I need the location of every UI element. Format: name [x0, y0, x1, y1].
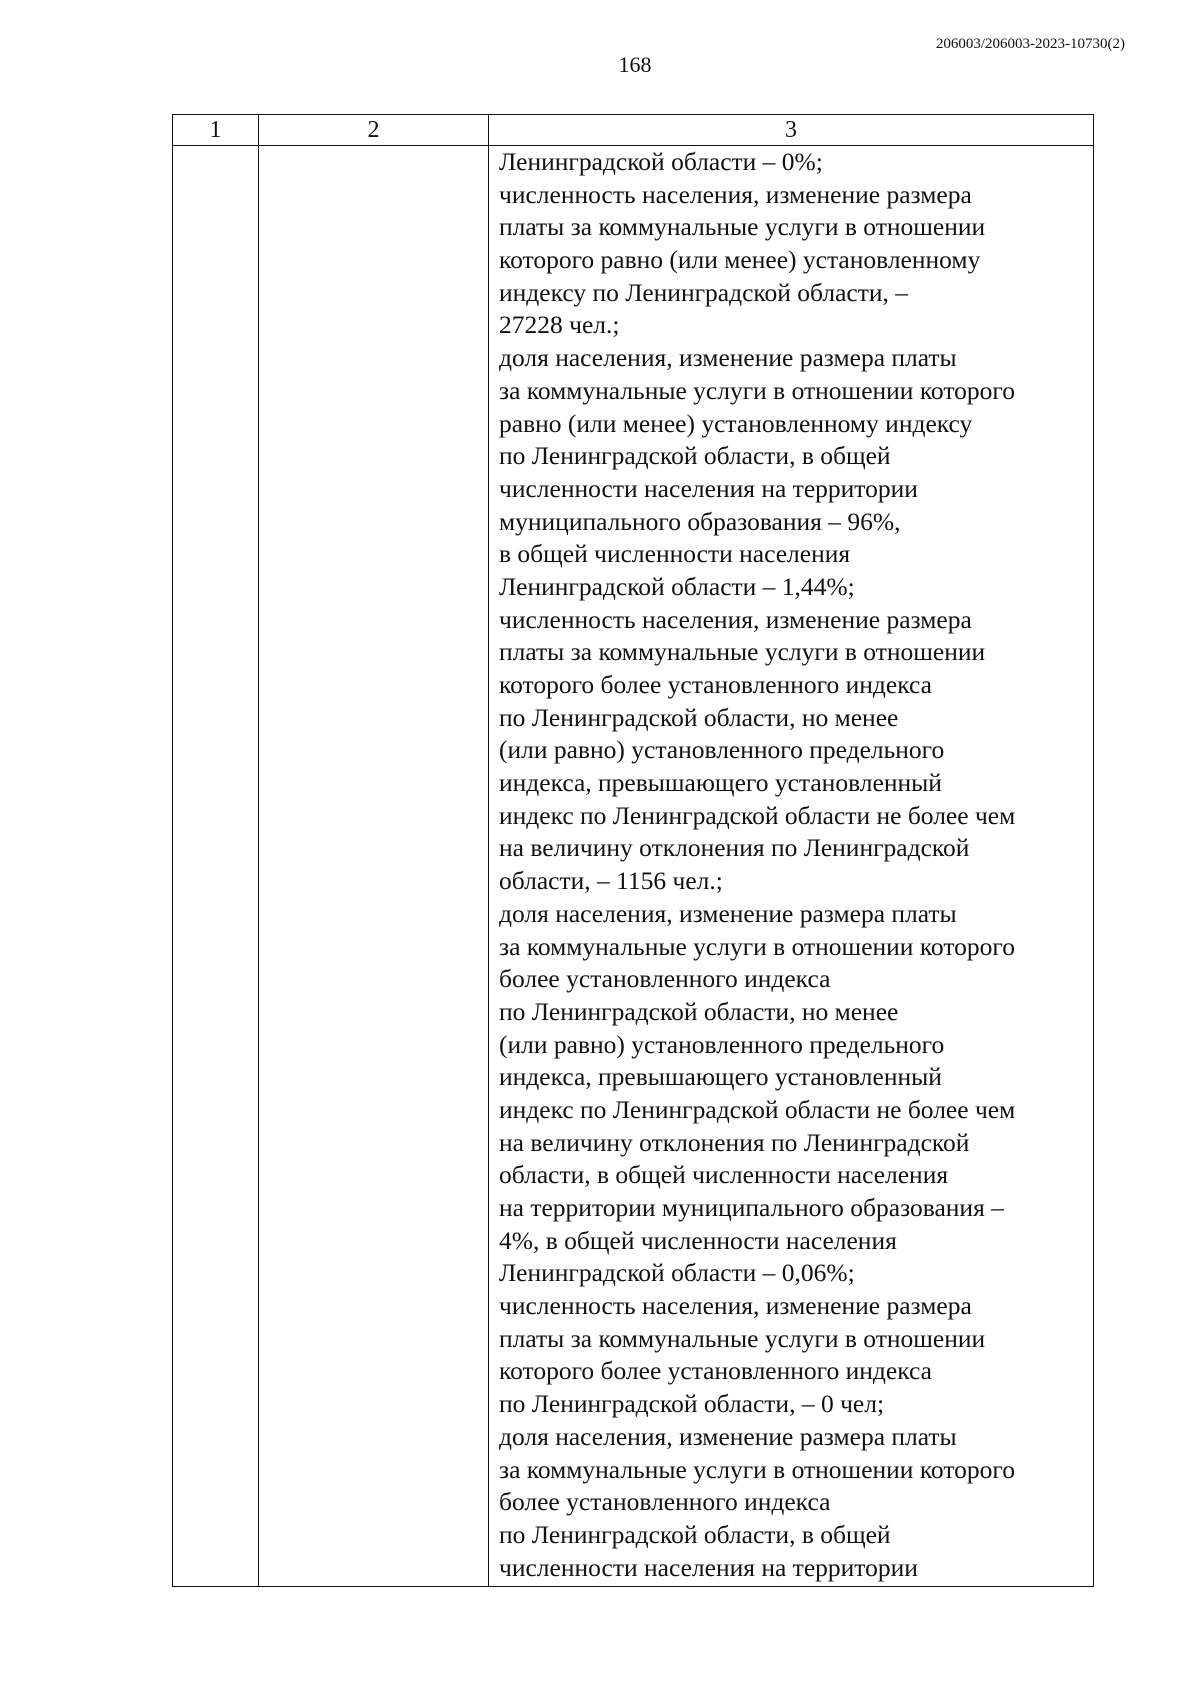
text-line: численность населения, изменение размера	[499, 179, 972, 209]
text-line: которого более установленного индекса	[499, 670, 932, 699]
column-header-3: 3	[489, 115, 1094, 146]
text-line: за коммунальные услуги в отношении которого	[499, 931, 1015, 961]
text-line: области, – 1156 чел.;	[499, 866, 723, 896]
text-line: платы за коммунальные услуги в отношении	[499, 1323, 986, 1353]
text-line: доля населения, изменение размера платы	[499, 1421, 957, 1451]
table-cell-col3	[489, 146, 1094, 1587]
text-line: более установленного индекса	[499, 964, 831, 994]
text-line: платы за коммунальные услуги в отношении	[499, 212, 986, 242]
text-line: 27228 чел.;	[499, 310, 620, 340]
text-line: численности населения на территории	[499, 473, 918, 503]
text-line: Ленинградской области – 0,06%;	[499, 1258, 855, 1288]
text-line: индекс по Ленинградской области не более чем	[499, 1094, 1016, 1124]
column-header-2: 2	[259, 115, 489, 146]
table-cell-col2	[259, 146, 489, 1587]
text-line: индекса, превышающего установленный	[499, 768, 942, 798]
table-header-row	[173, 115, 1094, 146]
text-line: численность населения, изменение размера	[499, 604, 972, 634]
table-row	[173, 146, 1094, 1587]
text-line: в общей численности населения	[499, 539, 851, 569]
text-line: за коммунальные услуги в отношении которого	[499, 1454, 1015, 1484]
text-line: доля населения, изменение размера платы	[499, 343, 957, 373]
text-line: по Ленинградской области, но менее	[499, 702, 899, 732]
text-line: на территории муниципального образования –	[499, 1193, 1004, 1222]
text-line: муниципального образования – 96%,	[499, 506, 901, 536]
text-line: Ленинградской области – 0%;	[499, 147, 823, 176]
text-line: на величину отклонения по Ленинградской	[499, 833, 970, 863]
text-line: 4%, в общей численности населения	[499, 1225, 897, 1255]
text-line: по Ленинградской области, в общей	[499, 1519, 891, 1549]
table-cell-col1	[173, 146, 259, 1587]
text-line: по Ленинградской области, – 0 чел;	[499, 1389, 885, 1419]
text-line: за коммунальные услуги в отношении которого	[499, 375, 1015, 405]
text-line: (или равно) установленного предельного	[499, 1029, 945, 1059]
text-line: на величину отклонения по Ленинградской	[499, 1127, 970, 1157]
document-table	[172, 114, 1094, 1587]
text-line: платы за коммунальные услуги в отношении	[499, 637, 986, 667]
text-line: доля населения, изменение размера платы	[499, 898, 957, 928]
text-line: по Ленинградской области, в общей	[499, 441, 891, 471]
document-id: 206003/206003-2023-10730(2)	[935, 36, 1125, 52]
text-line: индекса, превышающего установленный	[499, 1062, 942, 1092]
column-header-1: 1	[173, 115, 259, 146]
col3-text-block	[489, 146, 1093, 1584]
text-line: (или равно) установленного предельного	[499, 735, 945, 765]
page-number: 168	[618, 52, 652, 77]
text-line: Ленинградской области – 1,44%;	[499, 571, 855, 601]
text-line: которого более установленного индекса	[499, 1356, 932, 1386]
text-line: которого равно (или менее) установленному	[499, 245, 981, 275]
text-line: более установленного индекса	[499, 1487, 831, 1517]
text-line: индексу по Ленинградской области, –	[499, 277, 909, 307]
text-line: области, в общей численности населения	[499, 1160, 949, 1190]
text-line: по Ленинградской области, но менее	[499, 996, 899, 1026]
text-line: равно (или менее) установленному индексу	[499, 408, 973, 438]
text-line: индекс по Ленинградской области не более чем	[499, 800, 1016, 830]
text-line: численности населения на территории	[499, 1552, 918, 1582]
text-line: численность населения, изменение размера	[499, 1291, 972, 1321]
